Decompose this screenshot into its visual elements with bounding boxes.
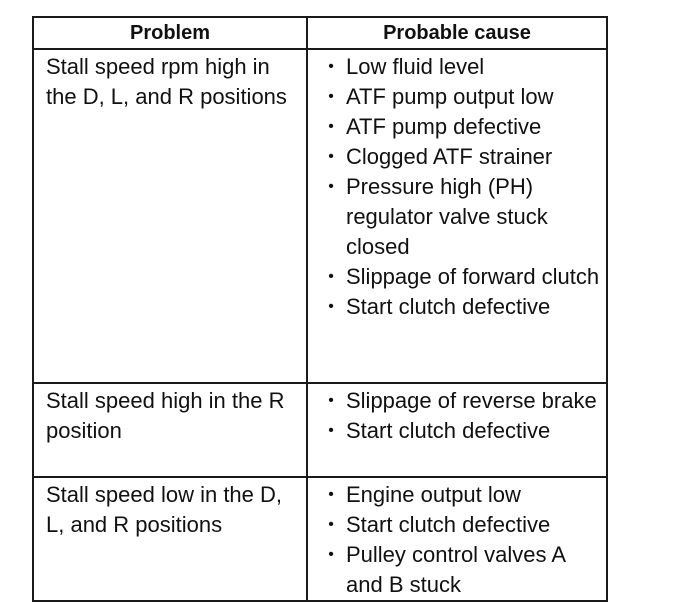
cause-list (322, 386, 600, 446)
bullet-icon: • (328, 148, 334, 165)
table-row (33, 383, 607, 477)
probable-cause-header: Probable cause (307, 17, 607, 49)
cause-text: Start clutch defective (346, 418, 551, 443)
cause-text: ATF pump defective (346, 114, 542, 139)
cause-text: Slippage of forward clutch (346, 264, 600, 289)
cause-text: Start clutch defective (346, 294, 551, 319)
problem-header: Problem (33, 17, 307, 49)
bullet-icon: • (328, 546, 334, 563)
cause-text: Pulley control valves A and B stuck (346, 542, 565, 597)
cause-item (322, 416, 600, 446)
bullet-icon: • (328, 486, 334, 503)
bullet-icon: • (328, 268, 334, 285)
cause-text: Clogged ATF strainer (346, 144, 553, 169)
cause-item (322, 82, 600, 112)
bullet-icon: • (328, 298, 334, 315)
cause-text: Engine output low (346, 482, 521, 507)
bullet-icon: • (328, 58, 334, 75)
problem-cell: Stall speed rpm high in the D, L, and R positions (33, 49, 307, 383)
cause-list (322, 52, 600, 322)
cause-item (322, 142, 600, 172)
cause-text: Low fluid level (346, 54, 485, 79)
cause-item (322, 262, 600, 292)
cause-cell (307, 383, 607, 477)
bullet-icon: • (328, 118, 334, 135)
bullet-icon: • (328, 516, 334, 533)
bullet-icon: • (328, 178, 334, 195)
diagnosis-table (32, 16, 608, 602)
table-header (33, 17, 607, 49)
cause-list (322, 480, 600, 600)
cause-item (322, 510, 600, 540)
problem-cell: Stall speed low in the D, L, and R positions (33, 477, 307, 601)
cause-text: Slippage of reverse brake (346, 388, 597, 413)
cause-item (322, 112, 600, 142)
problem-cell: Stall speed high in the R position (33, 383, 307, 477)
diagnosis-table-container (32, 16, 606, 602)
table-row (33, 49, 607, 383)
cause-item (322, 172, 600, 262)
bullet-icon: • (328, 392, 334, 409)
bullet-icon: • (328, 422, 334, 439)
table-row (33, 477, 607, 601)
cause-item (322, 540, 600, 600)
cause-item (322, 386, 600, 416)
cause-text: Start clutch defective (346, 512, 551, 537)
cause-cell (307, 477, 607, 601)
cause-text: Pressure high (PH) regulator valve stuck closed (346, 174, 548, 259)
cause-item (322, 292, 600, 322)
cause-item (322, 52, 600, 82)
cause-item (322, 480, 600, 510)
cause-cell (307, 49, 607, 383)
cause-text: ATF pump output low (346, 84, 554, 109)
bullet-icon: • (328, 88, 334, 105)
header-row (33, 17, 607, 49)
